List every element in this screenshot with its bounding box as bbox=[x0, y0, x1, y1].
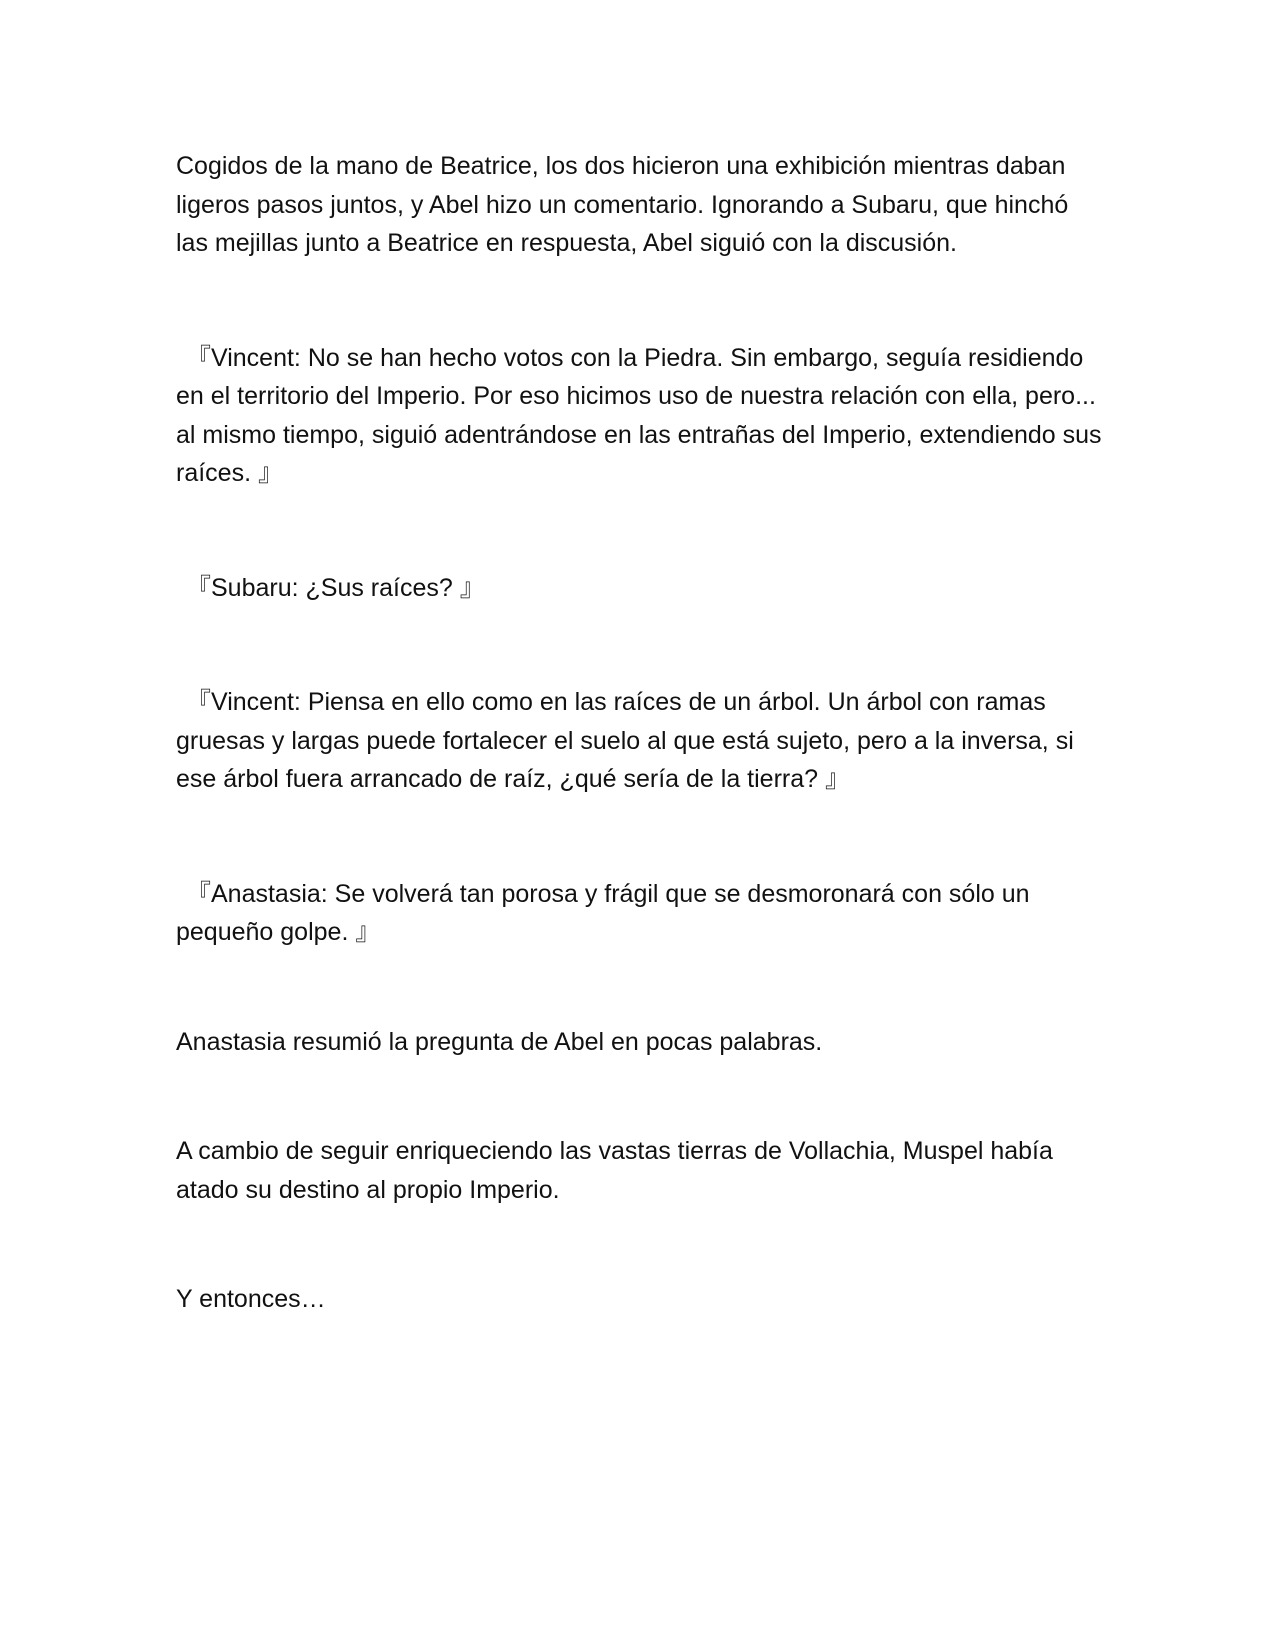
dialogue-vincent: 『Vincent: Piensa en ello como en las raíces de un árbol. Un árbol con ramas gruesas y largas puede fortalecer el suelo al que está sujeto, pero a la inversa, si ese árbol fuera arrancado de raíz, ¿qué sería de la tierra? 』 bbox=[176, 688, 1074, 793]
dialogue-anastasia: 『Anastasia: Se volverá tan porosa y frágil que se desmoronará con sólo un pequeño golpe. 』 bbox=[176, 879, 1030, 946]
narration-paragraph: Anastasia resumió la pregunta de Abel en pocas palabras. bbox=[176, 1027, 823, 1056]
narration-paragraph: Y entonces… bbox=[176, 1285, 326, 1313]
narration-paragraph: Cogidos de la mano de Beatrice, los dos hicieron una exhibición mientras daban ligeros pasos juntos, y Abel hizo un comentario. Ignorando a Subaru, que hinchó las mejillas junto a Beatrice en respuesta, Abel siguió con la discusión. bbox=[176, 152, 1069, 257]
dialogue-subaru: 『Subaru: ¿Sus raíces? 』 bbox=[186, 573, 485, 602]
narration-paragraph: A cambio de seguir enriqueciendo las vastas tierras de Vollachia, Muspel había atado su destino al propio Imperio. bbox=[176, 1137, 1053, 1204]
dialogue-vincent: 『Vincent: No se han hecho votos con la Piedra. Sin embargo, seguía residiendo en el territorio del Imperio. Por eso hicimos uso de nuestra relación con ella, pero... al mismo tiempo, siguió adentrándose en las entrañas del Imperio, extendiendo sus raíces. 』 bbox=[176, 343, 1102, 487]
document-body bbox=[176, 147, 1106, 1319]
